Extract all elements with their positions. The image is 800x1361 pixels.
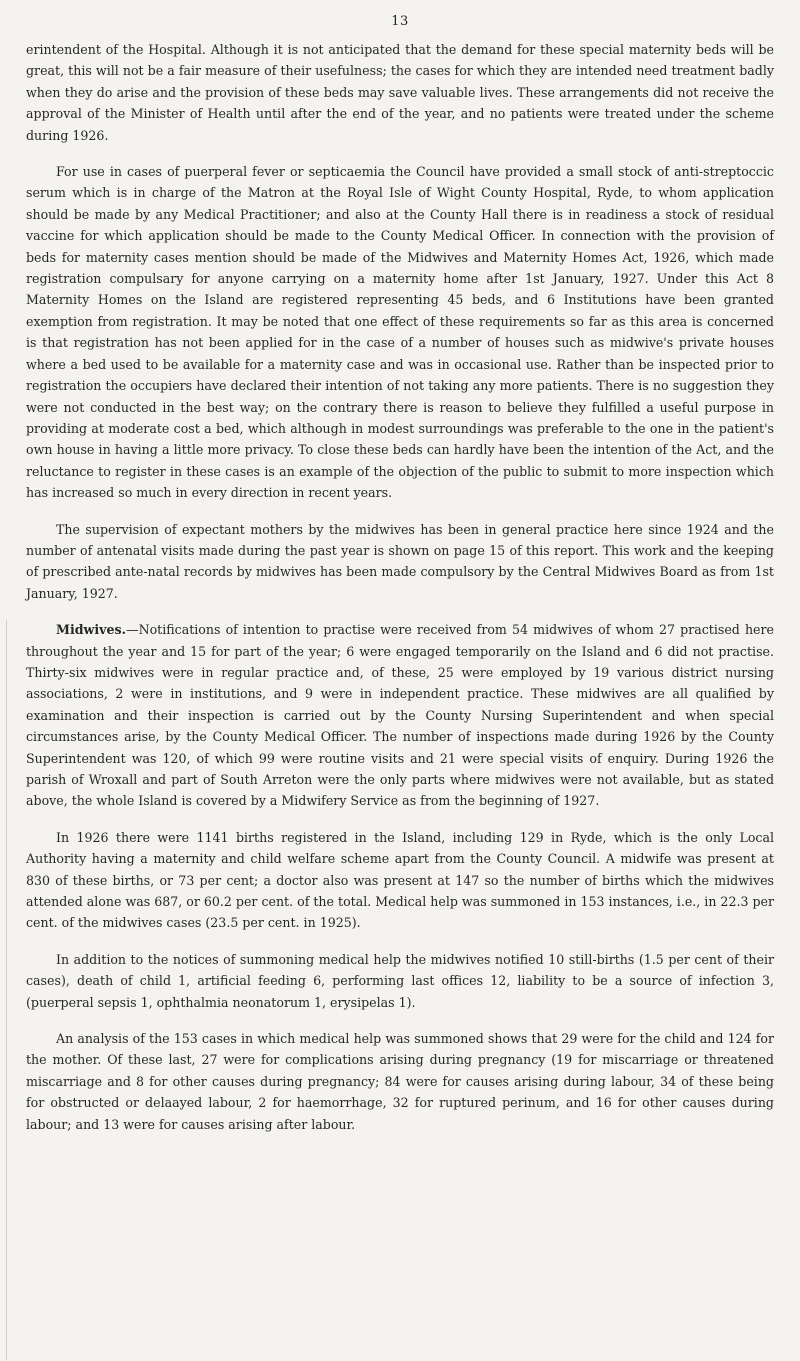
document-page — [26, 14, 774, 1150]
paragraph-text: The supervision of expectant mothers by the midwives has been in general practice here since 1924 and the number of antenatal visits made during the past year is shown on page 15 of this report. This work and the keeping of prescribed ante-natal records by midwives has been made compulsory by the Central Midwives Board as from 1st January, 1927. — [26, 521, 774, 601]
paragraph-notices — [26, 949, 774, 1013]
paragraph-text: For use in cases of puerperal fever or septicaemia the Council have provided a small stock of anti-streptoccic serum which is in charge of the Matron at the Royal Isle of Wight County Hospital, Ryde, to whom application should be made by any Medical Practitioner; and also at the County Hall there is in readiness a stock of residual vaccine for which application should be made to the County Medical Officer. In connection with the provision of beds for maternity cases mention should be made of the Midwives and Maternity Homes Act, 1926, which made registration compulsary for anyone carrying on a maternity home after 1st January, 1927. Under this Act 8 Maternity Homes on the Island are registered representing 45 beds, and 6 Institutions have been granted exemption from registration. It may be noted that one effect of these requirements so far as this area is concerned is that registration has not been applied for in the case of a number of houses such as midwive's private houses where a bed used to be available for a maternity case and was in occasional use. Rather than be inspected prior to registration the occupiers have declared their intention of not taking any more patients. There is no suggestion they were not conducted in the best way; on the contrary there is reason to believe they fulfilled a useful purpose in providing at moderate cost a bed, which although in modest surroundings was preferable to the one in the patient's own house in having a little more privacy. To close these beds can hardly have been the intention of the Act, and the reluctance to register in these cases is an example of the objection of the public to submit to more inspection which has increased so much in every direction in recent years. — [26, 164, 774, 501]
paragraph-text: erintendent of the Hospital. Although it is not anticipated that the demand for these special maternity beds will be great, this will not be a fair measure of their usefulness; the cases for which they are intended need treatment badly when they do arise and the provision of these beds may save valuable lives. These arrangements did not receive the approval of the Minister of Health until after the end of the year, and no patients were treated under the scheme during 1926. — [26, 42, 774, 143]
paragraph-births — [26, 827, 774, 934]
page-number: 13 — [391, 14, 409, 29]
paragraph-maternity-beds — [26, 39, 774, 146]
paragraph-expectant-mothers — [26, 519, 774, 605]
paragraph-text: In addition to the notices of summoning medical help the midwives notified 10 still-births (1.5 per cent of their cases), death of child 1, artificial feeding 6, performing last offices 12, liability to be a source of infection 3, (puerperal sepsis 1, ophthalmia neonatorum 1, erysipelas 1). — [26, 951, 774, 1010]
paragraph-text: In 1926 there were 1141 births registered in the Island, including 129 in Ryde, which is the only Local Authority having a maternity and child welfare scheme apart from the County Council. A midwife was present at 830 of these births, or 73 per cent; a doctor also was present at 147 so the number of births which the midwives attended alone was 687, or 60.2 per cent. of the total. Medical help was summoned in 153 instances, i.e., in 22.3 per cent. of the midwives cases (23.5 per cent. in 1925). — [26, 829, 775, 931]
paragraph-puerperal-fever — [26, 161, 774, 504]
paragraph-text: An analysis of the 153 cases in which medical help was summoned shows that 29 were for the child and 124 for the mother. Of these last, 27 were for complications arising during pregnancy (19 for miscarriage or threatened miscarriage and 8 for other causes during pregnancy; 84 were for causes arising during labour, 34 of these being for obstructed or delaayed labour, 2 for haemorrhage, 32 for ruptured perinum, and 16 for other causes during labour; and 13 were for causes arising after labour. — [26, 1031, 774, 1132]
paragraph-midwives — [26, 619, 774, 812]
page-margin-line — [6, 620, 7, 1360]
paragraph-text: —Notifications of intention to practise were received from 54 midwives of whom 27 practised here throughout the year and 15 for part of the year; 6 were engaged temporarily on the Island and 6 did not practise. Thirty-six midwives were in regular practice and, of these, 25 were employed by 19 various district nursing associations, 2 were in institutions, and 9 were in independent practice. These midwives are all qualified by examination and their inspection is carried out by the County Nursing Superintendent and when special circumstances arise, by the County Medical Officer. The number of inspections made during 1926 by the County Superintendent was 120, of which 99 were routine visits and 21 were special visits of enquiry. During 1926 the parish of Wroxall and part of South Arreton were the only parts where midwives were not available, but as stated above, the whole Island is covered by a Midwifery Service as from the beginning of 1927. — [26, 622, 774, 809]
paragraph-analysis — [26, 1028, 774, 1135]
section-heading-midwives: Midwives. — [56, 622, 126, 638]
